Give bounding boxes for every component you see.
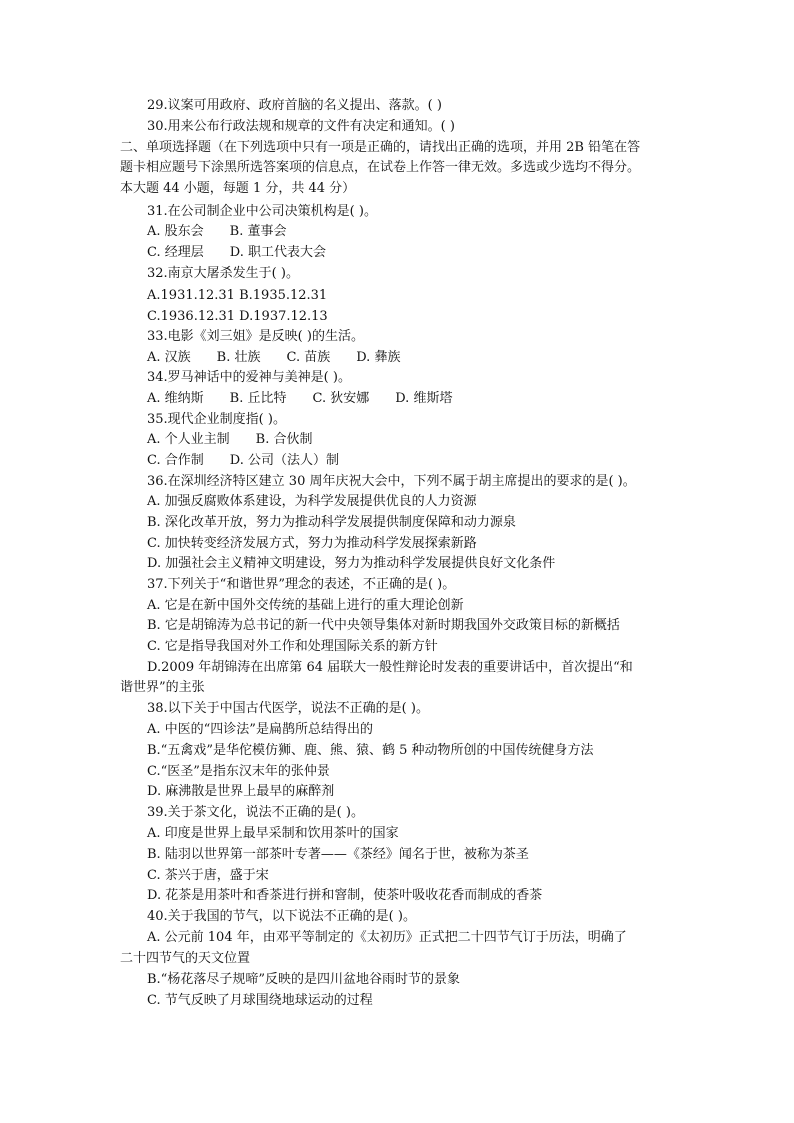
text-line: D.2009 年胡锦涛在出席第 64 届联大一般性辩论时发表的重要讲话中，首次提出“和 bbox=[147, 660, 633, 675]
text-line: 35.现代企业制度指( )。 bbox=[147, 412, 286, 427]
text-line: A. 中医的“四诊法”是扁鹊所总结得出的 bbox=[147, 722, 373, 737]
text-line: 二、单项选择题（在下列选项中只有一项是正确的，请找出正确的选项，并用 2B 铅笔在答 bbox=[120, 140, 641, 155]
text-line: 40.关于我国的节气，以下说法不正确的是( )。 bbox=[147, 909, 416, 924]
text-line: A. 个人业主制 B. 合伙制 bbox=[147, 432, 313, 447]
text-line: A. 维纳斯 B. 丘比特 C. 狄安娜 D. 维斯塔 bbox=[147, 391, 453, 406]
text-line: C. 加快转变经济发展方式，努力为推动科学发展探索新路 bbox=[147, 536, 477, 551]
text-line: 37.下列关于“和谐世界”理念的表述，不正确的是( )。 bbox=[147, 577, 456, 592]
text-line: B.“杨花落尽子规啼”反映的是四川盆地谷雨时节的景象 bbox=[147, 972, 460, 987]
text-line: B. 陆羽以世界第一部茶叶专著——《茶经》闻名于世，被称为茶圣 bbox=[147, 847, 529, 862]
text-line: B.“五禽戏”是华佗模仿狮、鹿、熊、猿、鹤 5 种动物所创的中国传统健身方法 bbox=[147, 743, 594, 758]
text-line: 31.在公司制企业中公司决策机构是( )。 bbox=[147, 204, 377, 219]
text-line: 34.罗马神话中的爱神与美神是( )。 bbox=[147, 370, 351, 385]
text-line: A. 它是在新中国外交传统的基础上进行的重大理论创新 bbox=[147, 598, 464, 613]
text-line: C. 合作制 D. 公司（法人）制 bbox=[147, 453, 339, 468]
text-line: A. 印度是世界上最早采制和饮用茶叶的国家 bbox=[147, 826, 399, 841]
text-line: D. 加强社会主义精神文明建设，努力为推动科学发展提供良好文化条件 bbox=[147, 556, 556, 571]
text-line: B. 深化改革开放，努力为推动科学发展提供制度保障和动力源泉 bbox=[147, 515, 516, 530]
text-line: C.1936.12.31 D.1937.12.13 bbox=[147, 309, 328, 324]
text-line: C. 经理层 D. 职工代表大会 bbox=[147, 245, 326, 260]
text-line: A. 股东会 B. 董事会 bbox=[147, 224, 287, 239]
text-line: C. 茶兴于唐，盛于宋 bbox=[147, 868, 269, 883]
text-line: D. 花茶是用茶叶和香茶进行拼和窨制，使茶叶吸收花香而制成的香茶 bbox=[147, 888, 543, 903]
text-line: 38.以下关于中国古代医学，说法不正确的是( )。 bbox=[147, 701, 429, 716]
text-line: 二十四节气的天文位置 bbox=[120, 951, 251, 966]
text-line: 谐世界”的主张 bbox=[120, 680, 205, 695]
text-line: A. 加强反腐败体系建设，为科学发展提供优良的人力资源 bbox=[147, 494, 477, 509]
text-line: 29.议案可用政府、政府首脑的名义提出、落款。( ) bbox=[147, 98, 442, 113]
text-line: D. 麻沸散是世界上最早的麻醉剂 bbox=[147, 784, 335, 799]
text-line: C. 它是指导我国对外工作和处理国际关系的新方针 bbox=[147, 639, 438, 654]
text-line: B. 它是胡锦涛为总书记的新一代中央领导集体对新时期我国外交政策目标的新概括 bbox=[147, 618, 620, 633]
text-line: 32.南京大屠杀发生于( )。 bbox=[147, 266, 299, 281]
text-line: 39.关于茶文化，说法不正确的是( )。 bbox=[147, 805, 364, 820]
text-line: 33.电影《刘三姐》是反映( )的生活。 bbox=[147, 329, 364, 344]
text-line: 本大题 44 小题，每题 1 分，共 44 分） bbox=[120, 181, 356, 196]
text-line: C. 节气反映了月球围绕地球运动的过程 bbox=[147, 993, 373, 1008]
text-line: A. 汉族 B. 壮族 C. 苗族 D. 彝族 bbox=[147, 350, 401, 365]
text-line: 36.在深圳经济特区建立 30 周年庆祝大会中，下列不属于胡主席提出的要求的是( )。 bbox=[147, 474, 636, 489]
text-line: 30.用来公布行政法规和规章的文件有决定和通知。( ) bbox=[147, 119, 455, 134]
text-line: A.1931.12.31 B.1935.12.31 bbox=[147, 288, 328, 303]
text-line: 题卡相应题号下涂黑所选答案项的信息点，在试卷上作答一律无效。多选或少选均不得分。 bbox=[120, 160, 641, 175]
text-line: A. 公元前 104 年，由邓平等制定的《太初历》正式把二十四节气订于历法，明确了 bbox=[147, 930, 627, 945]
text-line: C.“医圣”是指东汉末年的张仲景 bbox=[147, 764, 330, 779]
